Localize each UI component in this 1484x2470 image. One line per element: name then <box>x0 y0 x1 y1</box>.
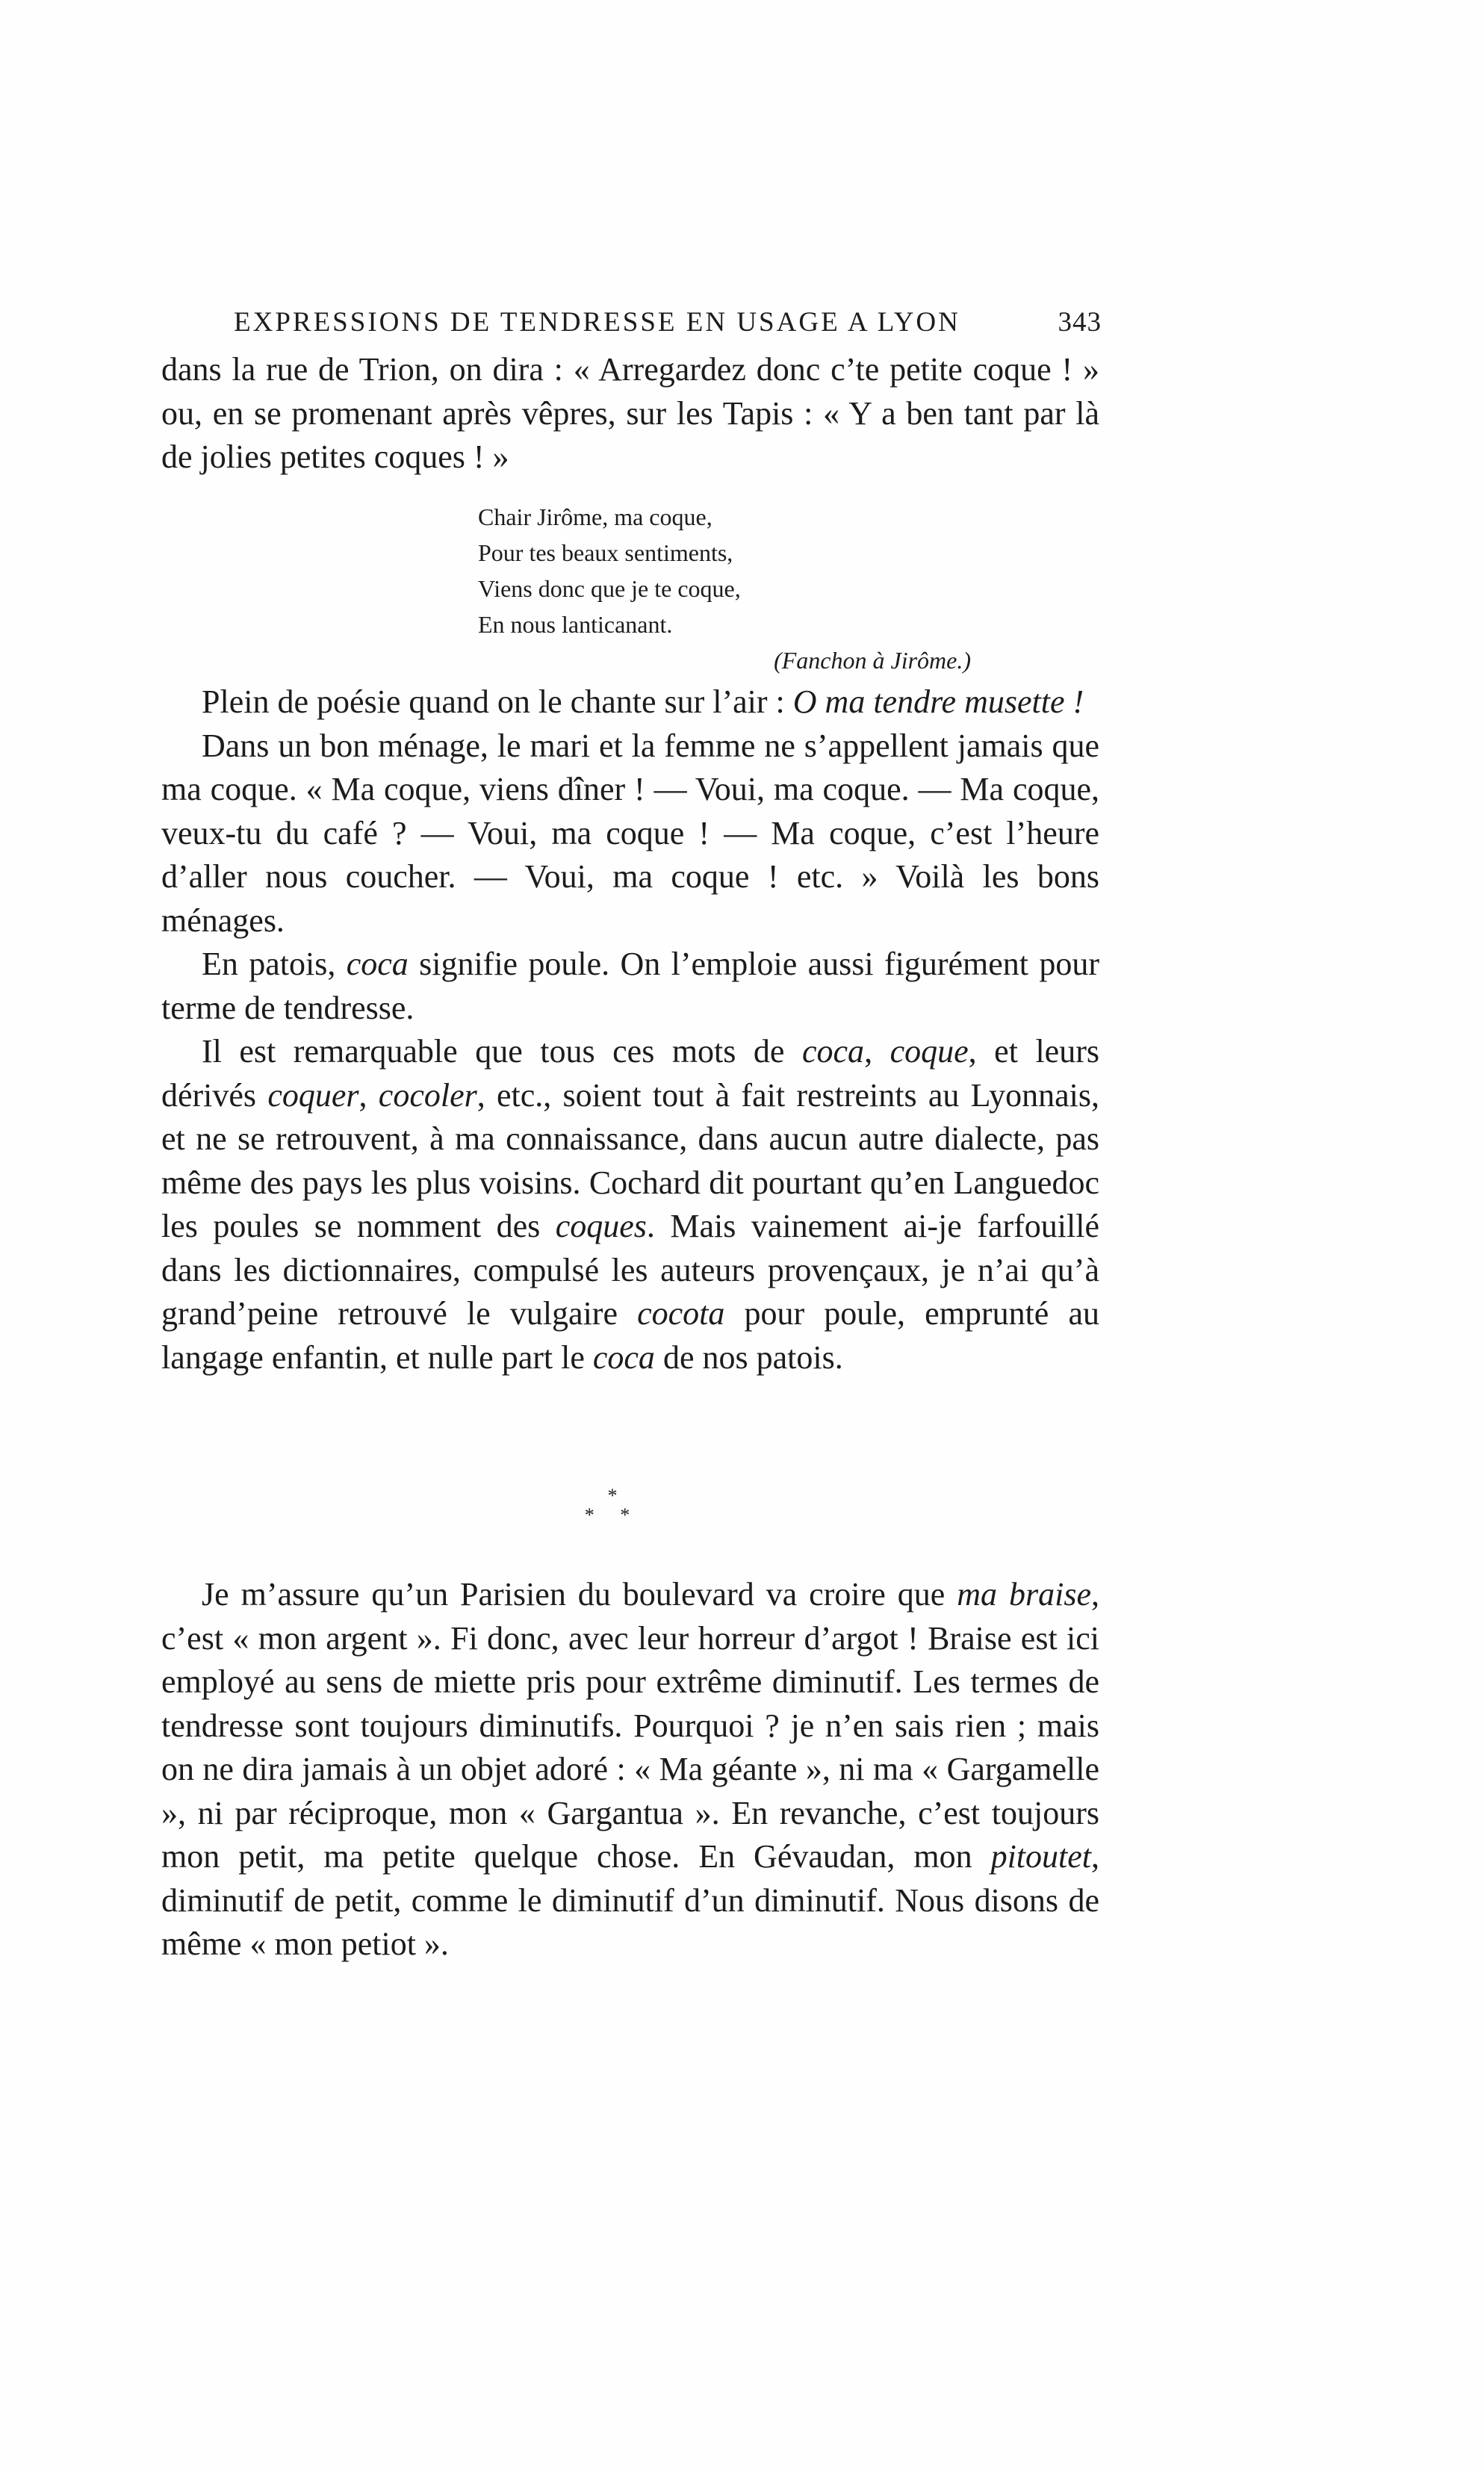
emphasis-word: coca <box>802 1033 865 1070</box>
body-text <box>161 680 1099 1380</box>
separator-star-top: * <box>607 1485 618 1506</box>
emphasis-word: coquer <box>267 1076 359 1114</box>
text-run: , c’est « mon argent ». Fi donc, avec leur horreur d’argot ! Braise est ici employé au sens de miette pris pour extrême diminutif. Les termes de tendresse sont toujours diminutifs. Pourquoi ? je n’en sais rien ; mais on ne dira jamais à un objet adoré : « Ma géante », ni ma « Gargamelle », ni par réciproque, mon « Gargantua ». En revanche, c’est toujours mon petit, ma petite quelque chose. En Gévaudan, mon <box>161 1576 1099 1875</box>
text-run: Je m’assure qu’un Parisien du boulevard va croire que <box>202 1576 957 1613</box>
paragraph-braise <box>161 1573 1099 1967</box>
paragraph-text: Plein de poésie quand on le chante sur l’air : <box>202 683 793 720</box>
emphasis-word: coque <box>890 1033 969 1070</box>
paragraph-remarquable <box>161 1030 1099 1380</box>
running-header <box>234 300 1102 345</box>
separator-stars-bottom: * * <box>584 1504 641 1526</box>
verse-quote <box>478 499 986 678</box>
verse-line: Chair Jirôme, ma coque, <box>478 503 712 530</box>
emphasis-word: cocota <box>637 1295 725 1332</box>
text-run: pour poule, emprunté au langage enfantin, et nulle part le <box>161 1295 1099 1376</box>
text-run: , et leurs dérivés <box>161 1033 1099 1114</box>
emphasis-word: pitoutet <box>990 1838 1091 1875</box>
text-run: , etc., soient tout à fait restreints au Lyonnais, et ne se retrouvent, à ma connaissance, dans aucun autre dialecte, pas même des pays les plus voisins. Cochard dit pourtant qu’en Languedoc les poules se nomment des <box>161 1076 1100 1244</box>
emphasis-word: ma braise <box>957 1576 1091 1613</box>
verse-line: En nous lanticanant. <box>478 611 673 638</box>
paragraph-patois <box>161 943 1099 1030</box>
text-run: . Mais vainement ai-je farfouillé dans les dictionnaires, compulsé les auteurs provençaux, je n’ai qu’à grand’peine retrouvé le vulgaire <box>161 1208 1099 1332</box>
text-run: , diminutif de petit, comme le diminutif d’un diminutif. Nous disons de même « mon petiot ». <box>161 1838 1099 1962</box>
intro-paragraph: dans la rue de Trion, on dira : « Arregardez donc c’te petite coque ! » ou, en se promenant après vêpres, sur les Tapis : « Y a ben tant par là de jolies petites coques ! » <box>161 351 1099 475</box>
emphasis-word: cocoler <box>378 1076 477 1114</box>
verse-line: Pour tes beaux sentiments, <box>478 539 733 566</box>
text-run: , <box>864 1033 890 1070</box>
running-title: EXPRESSIONS DE TENDRESSE EN USAGE A LYON <box>234 307 960 338</box>
body-text-second-section <box>161 1573 1099 1967</box>
text-run: , <box>358 1076 379 1114</box>
verse-attribution: (Fanchon à Jirôme.) <box>774 647 971 674</box>
paragraph-menage: Dans un bon ménage, le mari et la femme ne s’appellent jamais que ma coque. « Ma coque, viens dîner ! — Voui, ma coque. — Ma coque, veux-tu du café ? — Voui, ma coque ! — Ma coque, c’est l’heure d’aller nous coucher. — Voui, ma coque ! etc. » Voilà les bons ménages. <box>161 727 1099 939</box>
section-separator <box>568 1486 657 1546</box>
emphasis-word: coques <box>555 1208 647 1244</box>
verse-line: Viens donc que je te coque, <box>478 575 741 602</box>
text-run: En patois, <box>202 946 347 982</box>
paragraph-plein <box>161 680 1099 724</box>
emphasis-title: O ma tendre musette ! <box>792 683 1084 720</box>
emphasis-word: coca <box>592 1338 655 1376</box>
text-run: de nos patois. <box>654 1338 843 1376</box>
intro-paragraph-block <box>161 348 1099 480</box>
text-run: signifie poule. On l’emploie aussi figurément pour terme de tendresse. <box>161 946 1099 1026</box>
emphasis-word: coca <box>346 946 409 982</box>
text-run: Il est remarquable que tous ces mots de <box>202 1033 802 1070</box>
page-number: 343 <box>1058 307 1102 338</box>
